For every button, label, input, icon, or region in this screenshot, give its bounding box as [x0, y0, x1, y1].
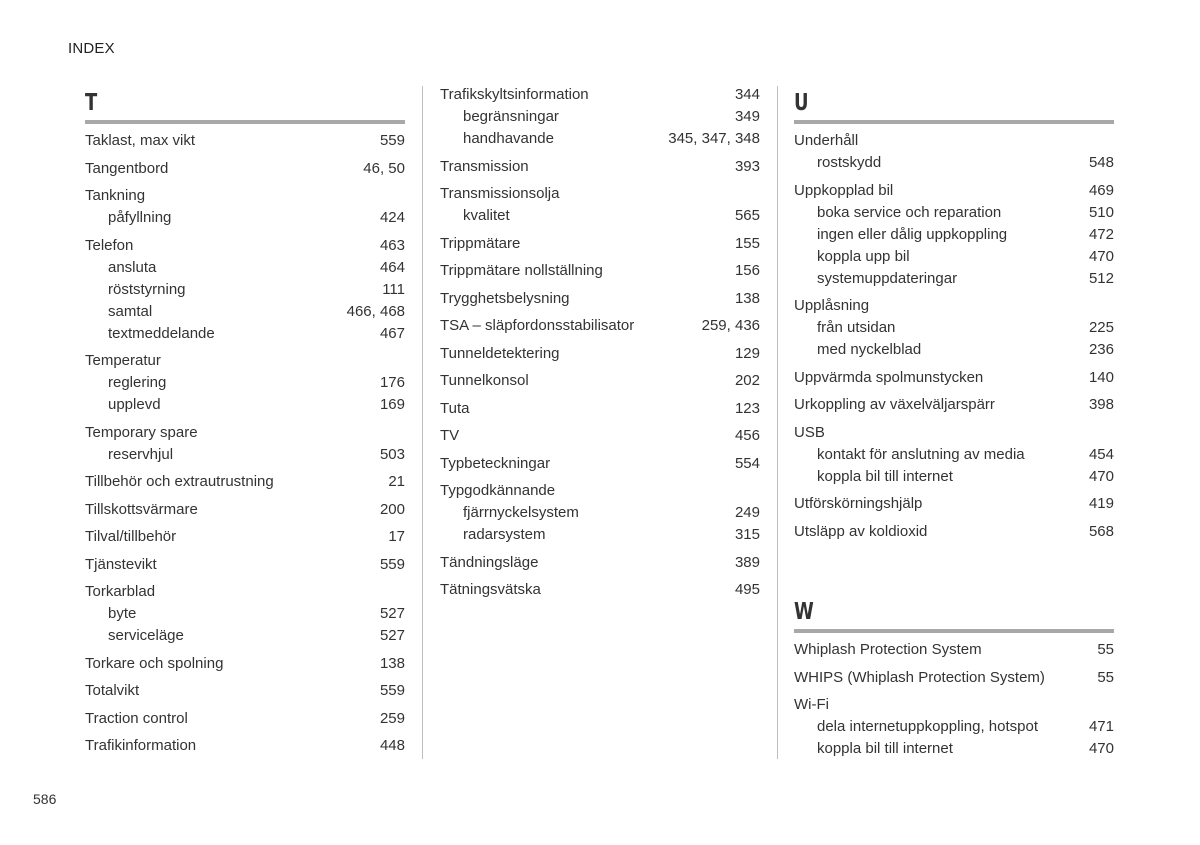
entry-row — [440, 552, 760, 574]
entry-term: Transmission — [440, 157, 529, 175]
subentry-row — [794, 152, 1114, 174]
index-entry — [85, 735, 405, 757]
entry-page: 568 — [1088, 522, 1114, 540]
subentry-page: 467 — [379, 324, 405, 342]
entry-row — [85, 235, 405, 257]
index-entry — [85, 185, 405, 229]
subentry-term: begränsningar — [463, 108, 559, 125]
entry-row — [85, 653, 405, 675]
index-entry — [85, 526, 405, 548]
entry-row — [440, 343, 760, 365]
subentry-row — [440, 106, 760, 128]
index-column-2 — [440, 86, 760, 607]
entry-row — [85, 499, 405, 521]
entry-term: Tankning — [85, 187, 146, 204]
subentry-term: kvalitet — [463, 207, 510, 224]
entry-row — [85, 158, 405, 180]
index-entry — [85, 471, 405, 493]
subentry-row — [794, 444, 1114, 466]
entry-term: TV — [440, 427, 460, 444]
entry-page: 344 — [734, 86, 760, 103]
entry-term: Typgodkännande — [440, 482, 556, 499]
subentry-page: 464 — [379, 258, 405, 276]
subentry-term: dela internetuppkoppling, hotspot — [817, 718, 1039, 735]
index-entry — [440, 480, 760, 546]
subentry-row — [440, 502, 760, 524]
entry-row — [440, 288, 760, 310]
entry-term: Tjänstevikt — [85, 555, 157, 573]
entry-term: Telefon — [85, 236, 134, 254]
entry-row — [440, 425, 760, 447]
entry-term: Torkarblad — [85, 583, 156, 600]
subentry-page: 315 — [734, 526, 760, 543]
section-letter: T — [85, 90, 98, 116]
subentry-row — [85, 301, 405, 323]
section-rule — [794, 629, 1114, 633]
index-entry — [85, 653, 405, 675]
subentry-row — [85, 394, 405, 416]
entry-term: Trygghetsbelysning — [440, 289, 570, 307]
entry-term: TSA – släpfordonsstabilisator — [440, 317, 635, 334]
index-entry — [794, 667, 1114, 689]
entry-term: Whiplash Protection System — [794, 641, 982, 658]
entry-term: Typbeteckningar — [440, 454, 551, 472]
subentry-page: 345, 347, 348 — [668, 130, 760, 147]
entry-row — [85, 581, 405, 603]
subentry-term: samtal — [108, 302, 153, 320]
subentry-term: koppla bil till internet — [817, 740, 953, 757]
subentry-term: från utsidan — [817, 319, 896, 336]
subentry-row — [85, 323, 405, 345]
entry-row — [85, 708, 405, 730]
subentry-page: 470 — [1088, 740, 1114, 757]
entry-row — [440, 579, 760, 601]
entry-term: Upplåsning — [794, 297, 870, 314]
subentry-row — [440, 205, 760, 227]
entry-row — [85, 422, 405, 444]
subentry-row — [440, 128, 760, 150]
index-entry — [440, 288, 760, 310]
entry-row — [794, 694, 1114, 716]
subentry-page: 527 — [379, 627, 405, 644]
entry-row — [440, 260, 760, 282]
entry-row — [440, 370, 760, 392]
subentry-page: 565 — [734, 207, 760, 224]
subentry-page: 472 — [1088, 225, 1114, 243]
entry-page: 138 — [734, 289, 760, 307]
entry-row — [85, 680, 405, 702]
entry-term: Tilval/tillbehör — [85, 528, 177, 545]
index-entry — [440, 552, 760, 574]
subentry-term: koppla bil till internet — [817, 467, 953, 485]
index-entry — [440, 315, 760, 337]
column-divider — [777, 86, 778, 759]
entry-page: 419 — [1088, 495, 1114, 512]
index-entry — [440, 425, 760, 447]
index-entry — [440, 233, 760, 255]
subentry-page: 471 — [1088, 718, 1114, 735]
entry-row — [440, 315, 760, 337]
subentry-term: radarsystem — [463, 526, 546, 543]
subentry-term: ansluta — [108, 258, 157, 276]
section-rule — [794, 120, 1114, 124]
subentry-term: med nyckelblad — [817, 341, 922, 358]
entry-row — [440, 233, 760, 255]
entry-page: 389 — [734, 553, 760, 571]
entry-page: 202 — [734, 372, 760, 389]
entry-page: 463 — [379, 236, 405, 254]
entry-term: Tunneldetektering — [440, 344, 560, 362]
subentry-page: 249 — [734, 504, 760, 521]
entry-row — [794, 521, 1114, 543]
entry-term: Trafikinformation — [85, 737, 197, 754]
index-entry — [85, 350, 405, 416]
subentry-page: 466, 468 — [346, 302, 405, 320]
entry-page: 155 — [734, 234, 760, 252]
subentry-page: 470 — [1088, 247, 1114, 265]
entry-term: Taklast, max vikt — [85, 132, 196, 149]
entry-term: Tätningsvätska — [440, 581, 541, 598]
entry-page: 55 — [1097, 641, 1114, 658]
entry-term: WHIPS (Whiplash Protection System) — [794, 668, 1045, 686]
entry-page: 138 — [379, 654, 405, 672]
entry-page: 259 — [379, 709, 405, 727]
entry-page: 398 — [1088, 396, 1114, 413]
subentry-page: 111 — [382, 280, 405, 298]
entry-row — [440, 453, 760, 475]
index-entry — [794, 295, 1114, 361]
subentry-row — [794, 466, 1114, 488]
entry-term: Trippmätare nollställning — [440, 262, 603, 279]
entry-page: 495 — [734, 581, 760, 598]
entry-term: Uppvärmda spolmunstycken — [794, 368, 984, 386]
entry-row — [85, 554, 405, 576]
subentry-page: 225 — [1088, 319, 1114, 336]
entry-row — [794, 130, 1114, 152]
subentry-row — [794, 202, 1114, 224]
section-spacer — [794, 548, 1114, 595]
index-entry — [440, 579, 760, 601]
entry-row — [440, 84, 760, 106]
index-entry — [440, 260, 760, 282]
entry-term: Tändningsläge — [440, 553, 539, 571]
subentry-row — [85, 444, 405, 466]
index-entry — [85, 581, 405, 647]
entry-row — [440, 398, 760, 420]
entry-row — [85, 526, 405, 548]
subentry-term: koppla upp bil — [817, 247, 910, 265]
entry-row — [85, 130, 405, 152]
entry-page: 129 — [734, 344, 760, 362]
entry-term: Trafikskyltsinformation — [440, 86, 589, 103]
subentry-page: 548 — [1088, 154, 1114, 171]
entry-page: 469 — [1088, 181, 1114, 199]
entry-page: 456 — [734, 427, 760, 444]
entry-term: Tillskottsvärmare — [85, 500, 198, 518]
index-entry — [794, 394, 1114, 416]
index-entry — [794, 639, 1114, 661]
subentry-term: påfyllning — [108, 209, 172, 226]
index-entry — [440, 370, 760, 392]
entry-page: 559 — [379, 132, 405, 149]
index-entry — [794, 367, 1114, 389]
entry-term: Tillbehör och extrautrustning — [85, 473, 274, 490]
page-number: 586 — [33, 791, 57, 807]
subentry-row — [794, 716, 1114, 738]
subentry-term: reglering — [108, 374, 167, 391]
entry-row — [85, 471, 405, 493]
entry-row — [440, 480, 760, 502]
index-entry — [85, 235, 405, 345]
subentry-row — [85, 372, 405, 394]
index-entry — [440, 84, 760, 150]
entry-page: 448 — [379, 737, 405, 754]
entry-page: 123 — [734, 399, 760, 417]
entry-row — [794, 493, 1114, 515]
index-column-1 — [85, 86, 405, 763]
entry-row — [85, 350, 405, 372]
entry-row — [794, 367, 1114, 389]
entry-page: 393 — [734, 157, 760, 175]
section-letter: U — [794, 90, 809, 116]
subentry-row — [85, 603, 405, 625]
subentry-term: kontakt för anslutning av media — [817, 445, 1025, 463]
index-entry — [794, 130, 1114, 174]
subentry-term: reservhjul — [108, 445, 174, 463]
index-entry — [794, 694, 1114, 760]
entry-row — [440, 156, 760, 178]
section-letter: W — [794, 599, 814, 625]
entry-row — [794, 422, 1114, 444]
entry-page: 200 — [379, 500, 405, 518]
subentry-page: 169 — [379, 396, 405, 413]
entry-term: Trippmätare — [440, 234, 521, 252]
subentry-term: ingen eller dålig uppkoppling — [817, 225, 1008, 243]
subentry-row — [794, 268, 1114, 290]
subentry-row — [85, 257, 405, 279]
subentry-page: 510 — [1088, 203, 1114, 221]
index-entry — [85, 158, 405, 180]
subentry-row — [440, 524, 760, 546]
subentry-row — [85, 625, 405, 647]
subentry-row — [794, 738, 1114, 760]
section-rule — [85, 120, 405, 124]
entry-page: 17 — [388, 528, 405, 545]
index-entry — [85, 499, 405, 521]
index-entry — [440, 156, 760, 178]
entry-page: 559 — [379, 555, 405, 573]
index-entry — [794, 180, 1114, 290]
entry-row — [794, 667, 1114, 689]
entry-term: Urkoppling av växelväljarspärr — [794, 396, 995, 413]
entry-row — [794, 295, 1114, 317]
index-entry — [85, 554, 405, 576]
entry-page: 259, 436 — [701, 317, 760, 334]
index-entry — [85, 680, 405, 702]
index-entry — [85, 708, 405, 730]
subentry-term: handhavande — [463, 130, 554, 147]
entry-row — [794, 639, 1114, 661]
entry-term: Tangentbord — [85, 159, 169, 177]
entry-term: Traction control — [85, 709, 188, 727]
subentry-page: 503 — [379, 445, 405, 463]
subentry-term: fjärrnyckelsystem — [463, 504, 579, 521]
subentry-term: systemuppdateringar — [817, 269, 958, 287]
entry-term: Utförskörningshjälp — [794, 495, 923, 512]
subentry-row — [85, 279, 405, 301]
entry-page: 554 — [734, 454, 760, 472]
entry-term: Wi-Fi — [794, 696, 829, 713]
entry-term: Torkare och spolning — [85, 654, 224, 672]
subentry-row — [794, 224, 1114, 246]
subentry-term: textmeddelande — [108, 324, 215, 342]
index-entry — [85, 422, 405, 466]
entry-term: Underhåll — [794, 132, 859, 149]
index-entry — [440, 453, 760, 475]
entry-row — [794, 394, 1114, 416]
entry-term: USB — [794, 423, 825, 441]
subentry-term: boka service och reparation — [817, 203, 1002, 221]
subentry-row — [794, 246, 1114, 268]
subentry-page: 349 — [734, 108, 760, 125]
index-column-3 — [794, 86, 1114, 766]
entry-page: 21 — [388, 473, 405, 490]
index-entry — [794, 521, 1114, 543]
index-entry — [440, 398, 760, 420]
subentry-row — [85, 207, 405, 229]
subentry-page: 512 — [1088, 269, 1114, 287]
index-entry — [440, 343, 760, 365]
entry-page: 156 — [734, 262, 760, 279]
subentry-page: 176 — [379, 374, 405, 391]
entry-page: 140 — [1088, 368, 1114, 386]
subentry-page: 527 — [379, 605, 405, 622]
subentry-term: serviceläge — [108, 627, 184, 644]
entry-term: Totalvikt — [85, 682, 140, 699]
index-entry — [85, 130, 405, 152]
subentry-page: 454 — [1088, 445, 1114, 463]
entry-term: Uppkopplad bil — [794, 181, 894, 199]
index-entry — [794, 493, 1114, 515]
entry-row — [794, 180, 1114, 202]
entry-page: 55 — [1097, 668, 1114, 686]
entry-row — [85, 185, 405, 207]
subentry-row — [794, 317, 1114, 339]
entry-term: Transmissionsolja — [440, 185, 560, 202]
entry-term: Tunnelkonsol — [440, 372, 529, 389]
subentry-term: byte — [108, 605, 137, 622]
entry-term: Temporary spare — [85, 423, 198, 441]
entry-page: 559 — [379, 682, 405, 699]
subentry-page: 236 — [1088, 341, 1114, 358]
entry-page: 46, 50 — [363, 159, 405, 177]
subentry-page: 470 — [1088, 467, 1114, 485]
index-entry — [440, 183, 760, 227]
entry-row — [440, 183, 760, 205]
entry-row — [85, 735, 405, 757]
subentry-page: 424 — [379, 209, 405, 226]
subentry-term: upplevd — [108, 396, 161, 413]
entry-term: Temperatur — [85, 352, 161, 369]
running-header: INDEX — [68, 40, 115, 57]
entry-term: Utsläpp av koldioxid — [794, 522, 928, 540]
column-divider — [422, 86, 423, 759]
subentry-term: rostskydd — [817, 154, 882, 171]
subentry-term: röststyrning — [108, 280, 186, 298]
index-entry — [794, 422, 1114, 488]
subentry-row — [794, 339, 1114, 361]
entry-term: Tuta — [440, 399, 470, 417]
